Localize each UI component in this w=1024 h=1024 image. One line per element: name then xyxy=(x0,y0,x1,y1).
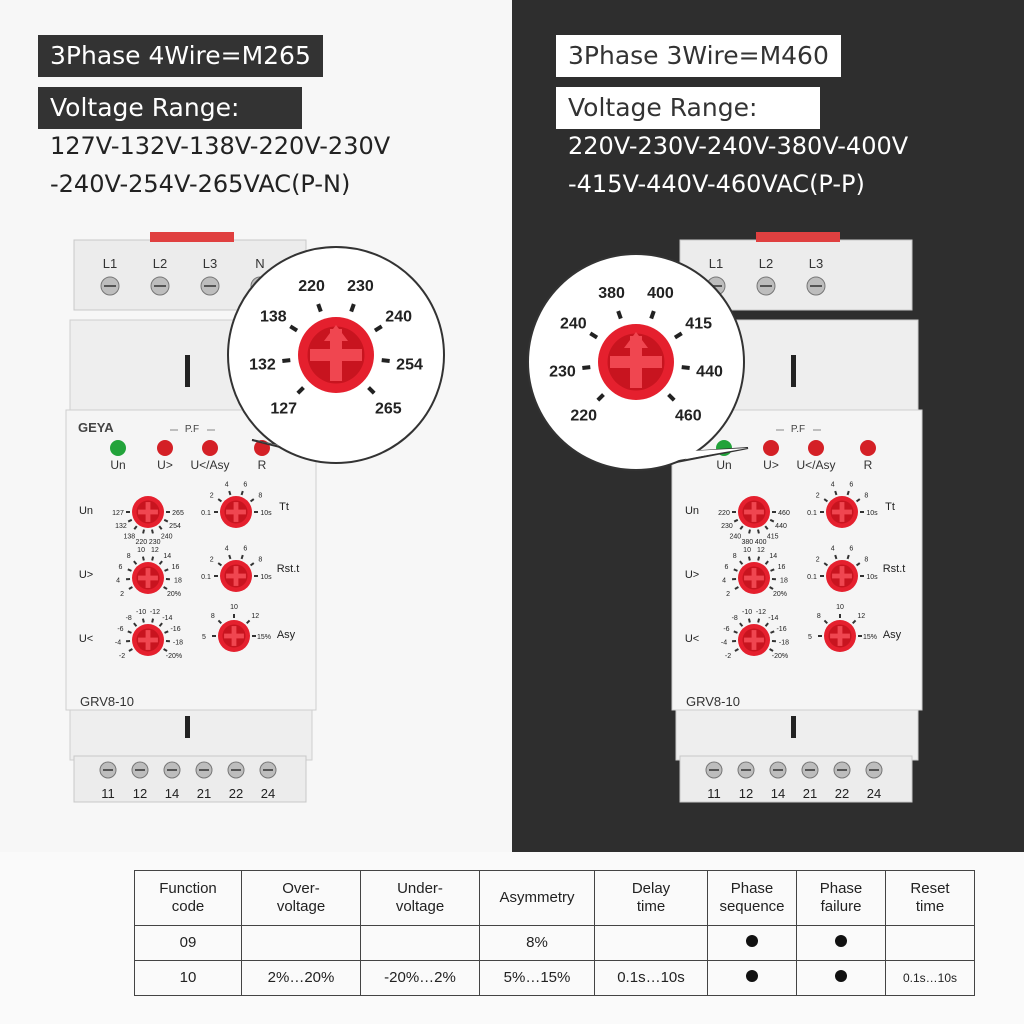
knob-scale-label: 6 xyxy=(849,545,854,553)
knob-scale-label: 18 xyxy=(780,577,788,585)
knob-scale-label: 127 xyxy=(112,510,124,517)
terminal-label: L3 xyxy=(202,256,218,271)
dial-value: 230 xyxy=(347,278,374,296)
knob-label: U< xyxy=(684,633,700,645)
status-led xyxy=(157,440,173,456)
knob-tick xyxy=(848,555,849,559)
led-label: R xyxy=(863,458,873,472)
led-label: U> xyxy=(763,458,779,472)
knob-scale-label: 4 xyxy=(224,545,229,553)
knob-scale-label: 5 xyxy=(808,634,812,641)
knob-scale-label: -14 xyxy=(162,615,173,623)
knob-scale-label: 10 xyxy=(230,604,238,611)
table-header-text: sequence xyxy=(719,898,785,915)
knob-slot xyxy=(744,510,764,515)
knob-slot xyxy=(138,510,158,515)
table-header-text: time xyxy=(636,898,666,915)
left-dial-callout xyxy=(228,247,444,463)
knob-scale-label: -6 xyxy=(723,626,730,634)
table-cell xyxy=(886,926,975,961)
knob-scale-label: -8 xyxy=(125,615,132,623)
knob-tick xyxy=(152,557,153,561)
knob-scale-label: 4 xyxy=(722,577,727,585)
table-header-3 xyxy=(480,871,595,926)
left-range-title: Voltage Range: xyxy=(38,87,302,129)
table-header-text: time xyxy=(915,898,945,915)
knob-label: U< xyxy=(78,633,94,645)
knob-scale-label: 5 xyxy=(202,634,206,641)
table-cell: 2%…20% xyxy=(242,961,361,996)
dial-value: 240 xyxy=(385,308,413,326)
right-heading: 3Phase 3Wire=M460 xyxy=(556,35,841,77)
top-clip xyxy=(150,232,234,242)
knob-scale-label: 4 xyxy=(224,481,229,489)
knob-tick xyxy=(848,491,849,495)
knob-scale-label: 10 xyxy=(836,604,844,611)
terminal-label: 14 xyxy=(770,786,786,801)
table-cell: 5%…15% xyxy=(480,961,595,996)
status-led xyxy=(860,440,876,456)
dial-tick xyxy=(351,304,354,312)
knob-scale-label: 2 xyxy=(120,591,124,598)
table-cell: 0.1s…10s xyxy=(595,961,708,996)
table-cell: 0.1s…10s xyxy=(886,961,975,996)
knob-label: U> xyxy=(684,569,700,581)
dial-tick xyxy=(682,367,690,368)
knob-scale-label: 8 xyxy=(258,556,263,564)
table-cell xyxy=(595,926,708,961)
knob-scale-label: 230 xyxy=(721,523,733,531)
knob-scale-label: -16 xyxy=(170,626,181,634)
knob-tick xyxy=(152,619,153,623)
knob-scale-label: 460 xyxy=(778,510,790,517)
knob-scale-label: 0.1 xyxy=(201,510,211,517)
terminal-label: 21 xyxy=(802,786,818,801)
knob-scale-label: 380 xyxy=(741,539,754,547)
knob-label: U> xyxy=(78,569,94,581)
table-header-text: Function xyxy=(159,880,217,897)
table-header-text: Phase xyxy=(819,880,863,897)
knob-tick xyxy=(758,530,759,534)
knob-scale-label: 8 xyxy=(258,492,263,500)
knob-scale-label: 4 xyxy=(830,481,835,489)
table-row xyxy=(135,961,975,996)
dial-tick xyxy=(382,360,390,361)
knob-scale-label: 15% xyxy=(862,634,878,641)
top-clip xyxy=(756,232,840,242)
led-label: Un xyxy=(110,458,126,472)
knob-label: Rst.t xyxy=(276,563,300,575)
table-header-4 xyxy=(595,871,708,926)
dial-value: 127 xyxy=(270,400,298,418)
status-led xyxy=(808,440,824,456)
knob-scale-label: 6 xyxy=(243,481,248,489)
relay-bottom-shoulder xyxy=(676,710,918,760)
knob-scale-label: 6 xyxy=(849,481,854,489)
terminal-label: L2 xyxy=(152,256,168,271)
knob-scale-label: 12 xyxy=(757,546,765,554)
knob-scale-label: 230 xyxy=(148,539,161,547)
table-header-text: Under- xyxy=(397,880,443,897)
knob-scale-label: 2 xyxy=(209,492,214,500)
dial-value: 220 xyxy=(298,278,325,296)
knob-scale-label: 20% xyxy=(166,591,181,598)
left-range-line2: -240V-254V-265VAC(P-N) xyxy=(50,170,351,198)
knob-scale-label: 400 xyxy=(754,539,767,547)
knob-tick xyxy=(758,557,759,561)
knob-scale-label: 138 xyxy=(123,533,136,541)
table-cell xyxy=(797,961,886,996)
terminal-label: L2 xyxy=(758,256,774,271)
table-header-text: code xyxy=(171,898,205,915)
table-cell xyxy=(242,926,361,961)
terminal-label: 11 xyxy=(101,786,115,801)
knob-scale-label: 16 xyxy=(171,564,180,572)
knob-scale-label: 6 xyxy=(724,564,729,572)
knob-scale-label: 0.1 xyxy=(807,510,817,517)
dial-value: 132 xyxy=(249,356,276,374)
dial-value: 460 xyxy=(674,407,702,425)
left-range-line1: 127V-132V-138V-220V-230V xyxy=(50,132,391,160)
model-label: GRV8-10 xyxy=(80,694,134,709)
knob-scale-label: 415 xyxy=(766,533,779,541)
terminal-label: 21 xyxy=(196,786,212,801)
knob-scale-label: 240 xyxy=(729,533,742,541)
knob-scale-label: 220 xyxy=(135,539,148,547)
knob-scale-label: 6 xyxy=(243,545,248,553)
knob-slot xyxy=(138,576,158,581)
dial-slot xyxy=(310,349,362,361)
knob-scale-label: 8 xyxy=(816,612,821,620)
knob-scale-label: 8 xyxy=(732,553,737,561)
knob-tick xyxy=(242,491,243,495)
knob-scale-label: -16 xyxy=(776,626,787,634)
table-header-2 xyxy=(361,871,480,926)
relay-bottom-shoulder xyxy=(70,710,312,760)
table-cell: 09 xyxy=(135,926,242,961)
table-header-text: failure xyxy=(820,898,862,915)
din-latch xyxy=(791,355,796,387)
knob-scale-label: 14 xyxy=(163,553,172,561)
dial-value: 400 xyxy=(647,285,674,303)
terminal-label: 11 xyxy=(707,786,721,801)
knob-label: Rst.t xyxy=(882,563,906,575)
table-row xyxy=(135,926,975,961)
terminal-label: 12 xyxy=(738,786,754,801)
terminal-label: 14 xyxy=(164,786,180,801)
dial-value: 415 xyxy=(685,315,713,333)
bullet-icon xyxy=(835,970,847,982)
knob-scale-label: 8 xyxy=(864,492,869,500)
table-header-0 xyxy=(135,871,242,926)
knob-scale-label: 254 xyxy=(169,523,181,531)
knob-scale-label: 0.1 xyxy=(201,574,211,581)
table-header-text: voltage xyxy=(395,898,445,915)
table-cell xyxy=(797,926,886,961)
knob-slot xyxy=(744,638,764,643)
knob-scale-label: 440 xyxy=(775,523,787,531)
knob-label: Un xyxy=(78,505,94,517)
knob-scale-label: 12 xyxy=(151,546,159,554)
model-label: GRV8-10 xyxy=(686,694,740,709)
knob-label: Un xyxy=(684,505,700,517)
led-label: Un xyxy=(716,458,732,472)
knob-tick xyxy=(749,619,750,623)
table-header-text: Reset xyxy=(910,880,950,897)
knob-scale-label: 10s xyxy=(866,510,878,517)
dial-value: 254 xyxy=(396,356,423,374)
knob-slot xyxy=(830,634,850,639)
knob-scale-label: -20% xyxy=(165,653,183,660)
knob-scale-label: 20% xyxy=(772,591,787,598)
knob-tick xyxy=(143,619,144,623)
knob-scale-label: -10 xyxy=(742,608,753,616)
led-label: U</Asy xyxy=(796,458,836,472)
knob-scale-label: -18 xyxy=(172,639,184,647)
knob-scale-label: 132 xyxy=(115,523,127,531)
table-cell xyxy=(708,926,797,961)
knob-scale-label: 16 xyxy=(777,564,786,572)
led-label: U</Asy xyxy=(190,458,230,472)
function-table xyxy=(134,870,975,996)
knob-scale-label: 265 xyxy=(172,510,184,517)
table-header-text: voltage xyxy=(276,898,326,915)
knob-slot xyxy=(832,574,852,579)
knob-scale-label: 4 xyxy=(116,577,121,585)
knob-label: Tt xyxy=(279,501,289,513)
terminal-label: N xyxy=(255,256,265,271)
knob-slot xyxy=(832,510,852,515)
knob-tick xyxy=(242,555,243,559)
knob-tick xyxy=(229,491,230,495)
terminal-label: L1 xyxy=(102,256,118,271)
terminal-label: 24 xyxy=(260,786,276,801)
knob-scale-label: 2 xyxy=(815,556,820,564)
table-cell xyxy=(708,961,797,996)
right-range-line1: 220V-230V-240V-380V-400V xyxy=(568,132,909,160)
knob-label: Asy xyxy=(882,629,902,641)
status-led xyxy=(763,440,779,456)
table-header-7 xyxy=(886,871,975,926)
dial-value: 230 xyxy=(549,363,576,381)
knob-scale-label: 220 xyxy=(718,510,730,517)
knob-scale-label: -12 xyxy=(149,608,160,616)
dial-tick xyxy=(618,311,621,319)
terminal-label: L3 xyxy=(808,256,824,271)
bullet-icon xyxy=(835,935,847,947)
dial-tick xyxy=(318,304,321,312)
pf-label: P.F xyxy=(790,424,806,435)
knob-scale-label: -12 xyxy=(755,608,766,616)
knob-scale-label: 10 xyxy=(743,546,751,554)
table-header-text: Asymmetry xyxy=(499,889,575,906)
knob-scale-label: 240 xyxy=(160,533,173,541)
terminal-label: 24 xyxy=(866,786,882,801)
dial-value: 380 xyxy=(598,285,625,303)
dial-tick xyxy=(282,360,290,361)
knob-scale-label: -8 xyxy=(731,615,738,623)
knob-tick xyxy=(749,557,750,561)
table-header-5 xyxy=(708,871,797,926)
bullet-icon xyxy=(746,935,758,947)
knob-scale-label: 10s xyxy=(866,574,878,581)
knob-scale-label: 15% xyxy=(256,634,272,641)
knob-scale-label: -2 xyxy=(724,653,732,660)
knob-scale-label: 10s xyxy=(260,574,272,581)
knob-tick xyxy=(835,555,836,559)
table-header-6 xyxy=(797,871,886,926)
knob-scale-label: -20% xyxy=(771,653,789,660)
knob-scale-label: 0.1 xyxy=(807,574,817,581)
dial-value: 265 xyxy=(374,400,402,418)
knob-scale-label: 12 xyxy=(857,612,866,620)
knob-scale-label: 10 xyxy=(137,546,145,554)
dial-value: 220 xyxy=(570,407,598,425)
status-led xyxy=(202,440,218,456)
knob-scale-label: -18 xyxy=(778,639,790,647)
din-latch xyxy=(791,716,796,738)
knob-tick xyxy=(152,530,153,534)
knob-tick xyxy=(758,619,759,623)
knob-scale-label: -10 xyxy=(136,608,147,616)
dial-tick xyxy=(651,311,654,319)
led-label: U> xyxy=(157,458,173,472)
status-led xyxy=(110,440,126,456)
knob-scale-label: 8 xyxy=(864,556,869,564)
bullet-icon xyxy=(746,970,758,982)
knob-tick xyxy=(229,555,230,559)
knob-tick xyxy=(143,557,144,561)
knob-scale-label: 2 xyxy=(209,556,214,564)
knob-scale-label: 8 xyxy=(210,612,215,620)
knob-label: Asy xyxy=(276,629,296,641)
terminal-label: 22 xyxy=(228,786,244,801)
knob-slot xyxy=(226,574,246,579)
knob-scale-label: 2 xyxy=(726,591,730,598)
knob-scale-label: 14 xyxy=(769,553,778,561)
knob-scale-label: 8 xyxy=(126,553,131,561)
knob-tick xyxy=(143,530,144,534)
knob-slot xyxy=(224,634,244,639)
knob-scale-label: 6 xyxy=(118,564,123,572)
knob-tick xyxy=(835,491,836,495)
relay-front xyxy=(66,410,316,710)
left-heading: 3Phase 4Wire=M265 xyxy=(38,35,323,77)
din-latch xyxy=(185,355,190,387)
knob-tick xyxy=(749,530,750,534)
brand-logo: GEYA xyxy=(78,420,114,435)
table-cell: 8% xyxy=(480,926,595,961)
terminal-label: 12 xyxy=(132,786,148,801)
knob-scale-label: 12 xyxy=(251,612,260,620)
knob-slot xyxy=(226,510,246,515)
knob-scale-label: 4 xyxy=(830,545,835,553)
table-header-text: Delay xyxy=(631,880,671,897)
knob-scale-label: -6 xyxy=(117,626,124,634)
table-header-text: Phase xyxy=(730,880,774,897)
dial-value: 138 xyxy=(259,308,287,326)
terminal-label: 22 xyxy=(834,786,850,801)
knob-scale-label: -14 xyxy=(768,615,779,623)
terminal-label: L1 xyxy=(708,256,724,271)
dial-tick xyxy=(582,367,590,368)
table-cell xyxy=(361,926,480,961)
knob-scale-label: -2 xyxy=(118,653,126,660)
knob-scale-label: 18 xyxy=(174,577,182,585)
table-cell: -20%…2% xyxy=(361,961,480,996)
knob-slot xyxy=(138,638,158,643)
right-range-line2: -415V-440V-460VAC(P-P) xyxy=(568,170,865,198)
table-header-1 xyxy=(242,871,361,926)
knob-label: Tt xyxy=(885,501,895,513)
right-range-title: Voltage Range: xyxy=(556,87,820,129)
dial-slot xyxy=(610,356,662,368)
dial-value: 440 xyxy=(696,363,723,381)
knob-slot xyxy=(744,576,764,581)
pf-label: P.F xyxy=(184,424,200,435)
table-header-text: Over- xyxy=(282,880,320,897)
knob-scale-label: 10s xyxy=(260,510,272,517)
led-label: R xyxy=(257,458,267,472)
table-cell: 10 xyxy=(135,961,242,996)
dial-value: 240 xyxy=(559,315,587,333)
din-latch xyxy=(185,716,190,738)
knob-scale-label: 2 xyxy=(815,492,820,500)
knob-scale-label: -4 xyxy=(114,639,122,647)
knob-scale-label: -4 xyxy=(720,639,728,647)
